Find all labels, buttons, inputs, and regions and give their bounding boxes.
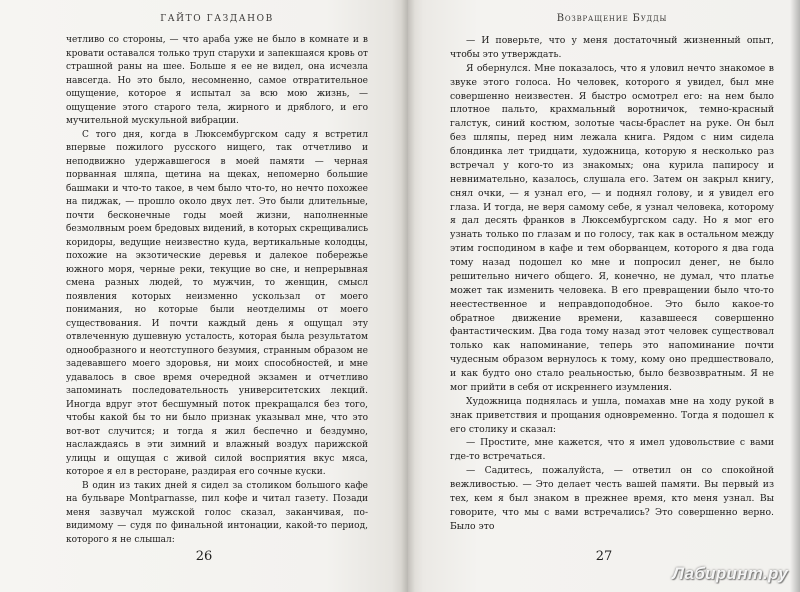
page-edge-shadow	[790, 0, 800, 592]
left-running-head: ГАЙТО ГАЗДАНОВ	[160, 14, 274, 24]
right-page-number: 27	[595, 549, 613, 564]
right-paragraph-4: — Простите, мне кажется, что я имел удовольствие с вами где-то встречаться.	[450, 437, 774, 463]
left-paragraph-3: В один из таких дней я сидел за столиком большого кафе на бульваре Montparnasse, пил кофе и читал газету. Позади меня зазвучал мужской голос сказал, заканчивая, по-видимому — судя по финальной интонации, какой-то период, которого я не слышал:	[66, 480, 368, 545]
right-running-head: Возвращение Будды	[556, 13, 668, 24]
left-paragraph-1: четливо со стороны, — что араба уже не было в комнате и в кровати оставался только труп старухи и запекшаяся кровь от страшной раны на шее. Больше я ее не видел, она исчезла навсегда. Но это было, несомненно, самое отвратительное ощущение, которое я испытал за всю мою жизнь, — ощущение этого старого тела, жирного и дряблого, и его мучительной мускульной вибрации.	[66, 35, 368, 126]
right-paragraph-3: Художница поднялась и ушла, помахав мне на ходу рукой в знак приветствия и прощания одновременно. Тогда я подошел к его столику и сказал:	[450, 395, 774, 435]
left-page-text	[66, 34, 368, 547]
left-page-number: 26	[195, 549, 213, 564]
right-paragraph-5: — Садитесь, пожалуйста, — ответил он со спокойной вежливостью. — Это делает честь вашей памяти. Вы первый из тех, кем я был знаком в прежнее время, кто меня узнал. Вы говорите, что мы с вами встречались? Это совершенно верно. Было это	[450, 465, 774, 532]
watermark-logo: Лабиринт.ру	[672, 564, 788, 583]
book-spine	[401, 0, 415, 592]
right-paragraph-2: Я обернулся. Мне показалось, что я уловил нечто знакомое в звуке этого голоса. Но человек, которого я увидел, был мне совершенно неизвестен. Я быстро осмотрел его: на нем было плотное пальто, крахмальный воротничок, темно-красный галстук, синий костюм, золотые часы-браслет на руке. Он был без шляпы, перед ним лежала книга. Рядом с ним сидела блондинка лет тридцати, художница, которую я несколько раз встречал у кого-то из знакомых; она курила папиросу и невнимательно, казалось, слушала его. Затем он закрыл книгу, снял очки, — я узнал его, — и поднял голову, и я увидел его глаза. И тогда, не веря самому себе, я узнал человека, которому я дал десять франков в Люксембургском саду. Но я мог его узнать только по глазам и по голосу, так как в остальном между этим господином в кафе и тем оборванцем, которого я два года тому назад подошел ко мне и попросил денег, не было решительно ничего общего. Я, конечно, не думал, что платье может так изменить человека. В его превращении было что-то неестественное и неправдоподобное. Это было какое-то обратное движение времени, казавшееся совершенно фантастическим. Два года тому назад этот человек существовал только как напоминание, теперь это напоминание почти чудесным образом вернулось к тому, кому оно предшествовало, и как будто оно стало реальностью, было безвозвратным. Я не мог прийти в себя от искреннего изумления.	[450, 62, 774, 393]
right-page-text	[450, 34, 774, 534]
left-paragraph-2: С того дня, когда в Люксембургском саду я встретил впервые пожилого русского нищего, так отчетливо и неподвижно удержавшегося в моей памяти — черная порванная шляпа, щетина на щеках, непомерно большие башмаки и что-то такое, в чем было что-то, но нечто похожее на пиджак, — прошло около двух лет. Это были длительные, почти бесконечные годы моей жизни, наполненные безмолвным роем бредовых видений, в которых скрещивались коридоры, ведущие неизвестно куда, вертикальные колодцы, похожие на экзотические деревья и далекое побережье южного моря, черные реки, текущие во сне, и непрерывная смена разных людей, то мужчин, то женщин, смысл появления которых неизменно ускользал от моего понимания, но которые были неотделимы от моего существования. И почти каждый день я ощущал эту отвлеченную душевную усталость, которая была результатом однообразного и неотступного безумия, странным образом не задевавшего моего здоровья, ни моих способностей, и мне удавалось в свое время очередной экзамен и отчетливо запоминать последовательность университетских лекций. Иногда вдруг этот бесшумный поток прекращался без того, чтобы какой бы то ни было признак указывал мне, что это вот-вот случится; и тогда я жил беспечно и бездумно, наслаждаясь в эти зимний и влажный воздух парижской улицы и ощущая с живой силой восприятия вкус мяса, которое я ел в ресторане, раздирая его сочные куски.	[66, 129, 368, 477]
right-paragraph-1: — И поверьте, что у меня достаточный жизненный опыт, чтобы это утверждать.	[450, 35, 774, 60]
right-page	[408, 0, 800, 592]
